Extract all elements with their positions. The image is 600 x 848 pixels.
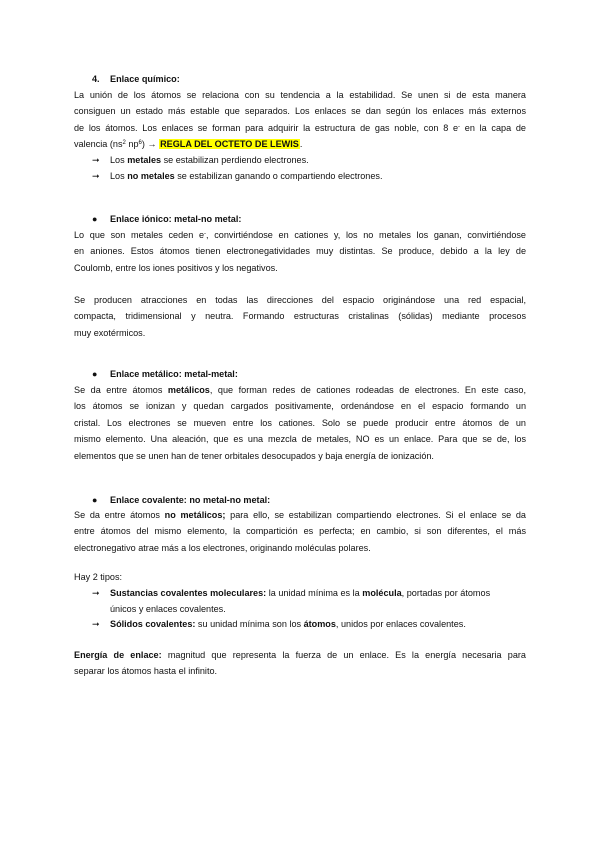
section-heading-enlace-covalente: Enlace covalente: no metal-no metal: bbox=[110, 495, 271, 505]
paragraph-red-espacial bbox=[74, 292, 526, 341]
text-line: Hay 2 tipos: bbox=[74, 572, 123, 582]
bullet-icon: ● bbox=[92, 369, 98, 379]
text-line: de los átomos. Los enlaces se forman para adquirir la estructura de gas noble, con 8 e- en la capa de bbox=[74, 122, 526, 133]
text-line: Se da entre átomos metálicos, que forman redes de cationes rodeadas de electrones. En este caso, bbox=[74, 385, 526, 395]
text-line: electronegativo atrae más a los electrones, originando moléculas polares. bbox=[74, 542, 371, 553]
paragraph-enlace-metalico bbox=[74, 382, 526, 464]
text-line: en aniones. Estos átomos tienen electronegatividades muy distintas. Se produce, debido a la ley de bbox=[74, 246, 526, 257]
text-line: entre átomos del mismo elemento, la compartición es perfecta; en cambio, si son diferentes, el más bbox=[74, 526, 526, 537]
paragraph-enlace-quimico bbox=[74, 87, 526, 153]
highlight-regla-octeto: REGLA DEL OCTETO DE LEWIS bbox=[160, 139, 299, 150]
paragraph-enlace-covalente bbox=[74, 507, 526, 556]
section-heading-enlace-metalico: Enlace metálico: metal-metal: bbox=[110, 369, 238, 379]
text-line: consiguen un estado más estable que separados. Los enlaces se dan según los enlaces más externos bbox=[74, 106, 526, 117]
paragraph-tipos bbox=[74, 569, 526, 585]
text-line: compacta, tridimensional y neutra. Formando estructuras cristalinas (sólidas) mediante procesos bbox=[74, 311, 526, 322]
text-line: separar los átomos hasta el infinito. bbox=[74, 666, 218, 677]
text-line: Lo que son metales ceden e-, convirtiéndose en cationes y, los no metales los ganan, convirtiéndose bbox=[74, 230, 526, 240]
list-item: Los no metales se estabilizan ganando o compartiendo electrones. bbox=[110, 171, 383, 181]
paragraph-enlace-ionico bbox=[74, 227, 526, 276]
text-line: muy exotérmicos. bbox=[74, 327, 146, 338]
text-line: Energía de enlace: magnitud que representa la fuerza de un enlace. Es la energía necesaria para bbox=[74, 650, 526, 660]
arrow-bullet-icon: ➞ bbox=[92, 171, 100, 181]
text-line: mismo elemento. Una aleación, que es una mezcla de metales, NO es un enlace. Para que se de, los bbox=[74, 434, 526, 445]
text-line: Coulomb, entre los iones positivos y los negativos. bbox=[74, 262, 278, 273]
list-item: Sólidos covalentes: su unidad mínima son los átomos, unidos por enlaces covalentes. bbox=[110, 619, 466, 629]
text-line: cristal. Los electrones se mueven entre los cationes. Solo se puede producir entre átomos de un bbox=[74, 417, 526, 428]
text-line: Se da entre átomos no metálicos; para ello, se estabilizan compartiendo electrones. Si el enlace se da bbox=[74, 510, 526, 520]
bullet-icon: ● bbox=[92, 214, 98, 224]
section-number: 4. bbox=[92, 74, 100, 84]
section-heading-enlace-quimico: Enlace químico: bbox=[110, 74, 180, 84]
text-line: elementos que se unen han de tener orbitales desocupados y baja energía de ionización. bbox=[74, 450, 434, 461]
text-line: Se producen atracciones en todas las direcciones del espacio originándose una red espacial, bbox=[74, 295, 526, 305]
arrow-bullet-icon: ➞ bbox=[92, 155, 100, 165]
text-line: valencia ($ns^2$ $np^6$) → REGLA DEL OCTETO DE LEWIS. bbox=[74, 139, 303, 150]
arrow-bullet-icon: ➞ bbox=[92, 619, 100, 629]
list-item: Sustancias covalentes moleculares: la unidad mínima es la molécula, portadas por átomos únicos y enlaces covalentes. bbox=[110, 588, 491, 615]
list-item: Los metales se estabilizan perdiendo electrones. bbox=[110, 155, 309, 165]
text-line: los átomos se ionizan y quedan cargados positivamente, ordenándose en el espacio formando un bbox=[74, 401, 526, 412]
text-line: La unión de los átomos se relaciona con su tendencia a la estabilidad. Se unen si de esta manera bbox=[74, 90, 526, 100]
section-heading-enlace-ionico: Enlace iónico: metal-no metal: bbox=[110, 214, 242, 224]
arrow-bullet-icon: ➞ bbox=[92, 588, 100, 598]
bullet-icon: ● bbox=[92, 495, 98, 505]
paragraph-energia-enlace bbox=[74, 647, 526, 680]
